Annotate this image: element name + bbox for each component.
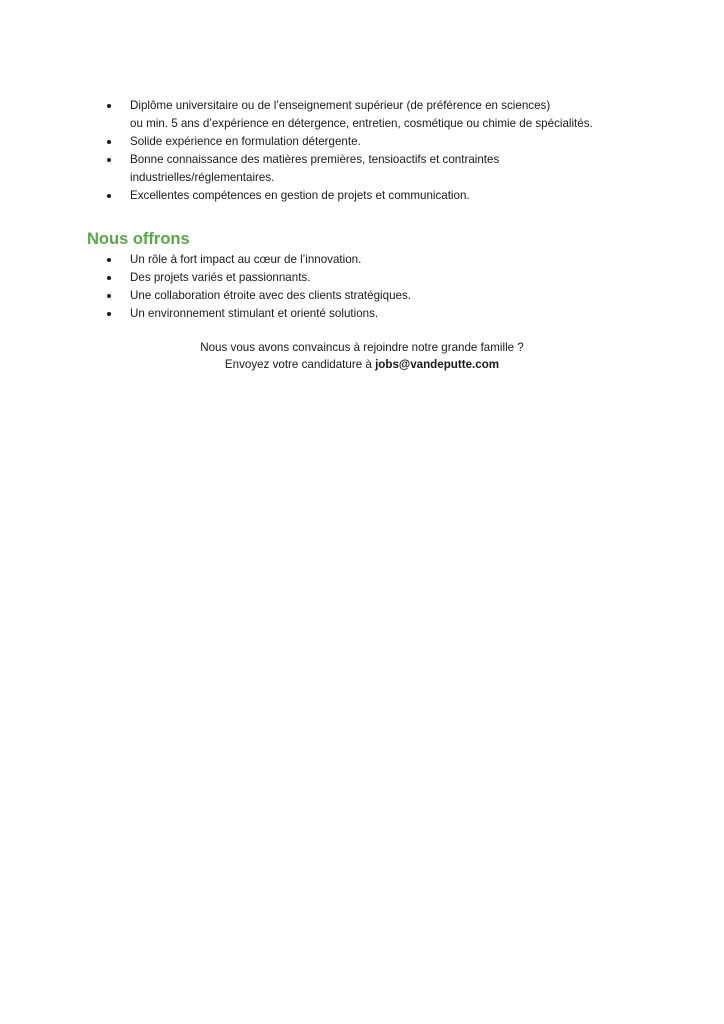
list-item	[107, 133, 667, 151]
bullet-icon	[107, 140, 111, 144]
list-item	[107, 151, 667, 187]
list-item-text: Un rôle à fort impact au cœur de l’innovation.	[130, 253, 362, 266]
list-item-text: Bonne connaissance des matières premières, tensioactifs et contraintes	[130, 153, 500, 166]
list-item-text: Une collaboration étroite avec des clients stratégiques.	[130, 289, 411, 302]
list-item	[107, 269, 667, 287]
list-item	[107, 305, 667, 323]
requirements-list	[107, 97, 667, 205]
bullet-icon	[107, 312, 111, 316]
bullet-icon	[107, 258, 111, 262]
list-item	[107, 97, 667, 133]
closing-message	[0, 339, 724, 373]
list-item-text: Des projets variés et passionnants.	[130, 271, 311, 284]
list-item-text: Un environnement stimulant et orienté solutions.	[130, 307, 379, 320]
bullet-icon	[107, 294, 111, 298]
email-link[interactable]: jobs@vandeputte.com	[375, 358, 500, 371]
list-item-text: Excellentes compétences en gestion de projets et communication.	[130, 189, 470, 202]
bullet-icon	[107, 194, 111, 198]
list-item-text: Solide expérience en formulation détergente.	[130, 135, 361, 148]
closing-line-contact	[0, 356, 724, 373]
list-item-text: ou min. 5 ans d’expérience en détergence, entretien, cosmétique ou chimie de spécialités.	[130, 117, 593, 130]
bullet-icon	[107, 276, 111, 280]
list-item-text: Diplôme universitaire ou de l’enseignement supérieur (de préférence en sciences)	[130, 99, 551, 112]
list-item	[107, 187, 667, 205]
list-item-text: industrielles/réglementaires.	[130, 171, 275, 184]
closing-line: Nous vous avons convaincus à rejoindre notre grande famille ?	[200, 341, 524, 354]
section-title-offer: Nous offrons	[87, 230, 190, 248]
bullet-icon	[107, 104, 111, 108]
offer-list	[107, 251, 667, 323]
list-item	[107, 287, 667, 305]
list-item	[107, 251, 667, 269]
closing-line-prefix: Envoyez votre candidature à	[224, 358, 376, 371]
bullet-icon	[107, 158, 111, 162]
